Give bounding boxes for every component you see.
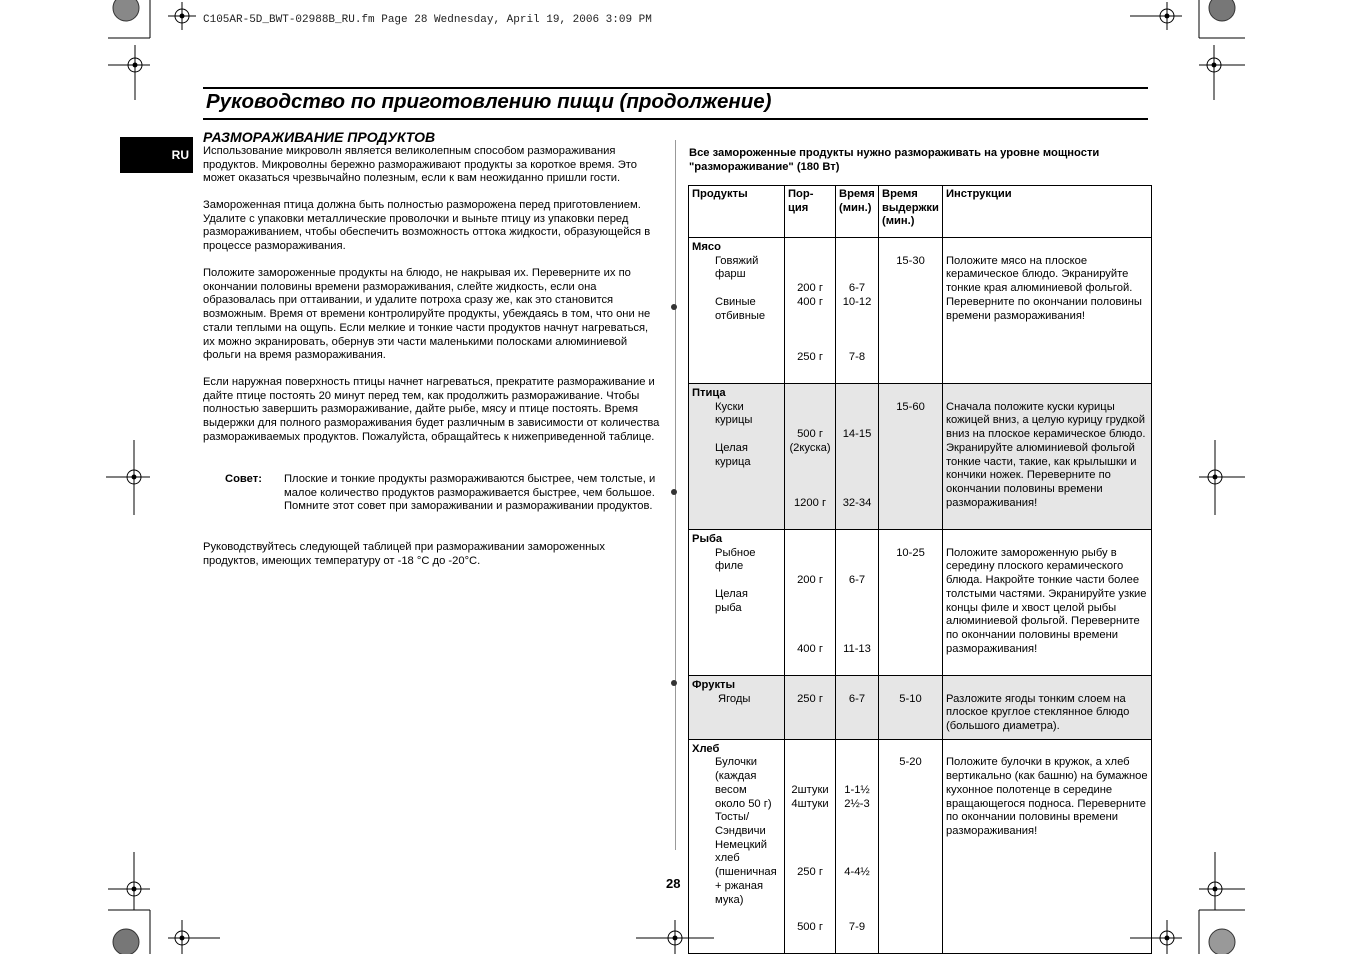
- table-row: [689, 238, 1152, 384]
- category-label: Мясо: [692, 241, 721, 253]
- title-rule-bottom: [203, 118, 1148, 120]
- table-row: [689, 675, 1152, 739]
- instructions-cell: [943, 384, 1152, 530]
- language-tab-label: RU: [171, 148, 189, 162]
- header-time: Время (мин.): [836, 186, 879, 238]
- instructions-text: Положите булочки в кружок, а хлеб вертикально (как башню) на бумажное кухонное полотенце в середине вращающегося подноса. Переверните по окончании половины времени размораживания!: [946, 756, 1148, 837]
- portion-cell: [785, 675, 836, 739]
- title-rule-top: [203, 87, 1148, 89]
- column-divider: [675, 140, 676, 850]
- bullet-dot: [671, 489, 677, 495]
- portion-value: 250 г: [797, 692, 823, 705]
- time-value: 7-8: [848, 350, 866, 363]
- product-item: Целая курица: [715, 441, 751, 468]
- time-value: 1-1½ 2½-3: [844, 783, 870, 810]
- instructions-cell: [943, 675, 1152, 739]
- category-label: Рыба: [692, 533, 723, 545]
- standing-time-cell: [879, 739, 943, 953]
- time-value: 4-4½: [844, 866, 870, 879]
- instructions-text: Положите замороженную рыбу в середину плоского керамического блюда. Накройте тонкие части более толстыми частями. Экранируйте узкие концы филе и хвост целой рыбы алюминиевой фольгой. Переверните по окончании половины времени размораживания!: [946, 546, 1147, 655]
- page-number: 28: [666, 876, 681, 891]
- portion-value: 250 г: [797, 350, 823, 363]
- products-cell: [689, 384, 785, 530]
- time-value: 6-7: [848, 692, 866, 705]
- product-item: Рыбное филе: [715, 546, 756, 573]
- time-cell: [836, 739, 879, 953]
- bullet-dot: [671, 680, 677, 686]
- time-value: 6-7: [848, 574, 866, 587]
- products-cell: [689, 238, 785, 384]
- product-item: Целая рыба: [715, 587, 748, 614]
- instructions-cell: [943, 739, 1152, 953]
- portion-cell: [785, 739, 836, 953]
- product-item: Куски курицы: [715, 400, 753, 427]
- paragraph-intro: Использование микроволн является великолепным способом размораживания продуктов. Микроволны бережно размораживают продукты за короткое время. Это может оказаться чрезвычайно полезным, если к вам неожиданно пришли гости.: [203, 145, 637, 185]
- instructions-text: Разложите ягоды тонким слоем на плоское круглое стеклянное блюдо (большого диаметра).: [946, 692, 1130, 733]
- standing-time-cell: [879, 530, 943, 676]
- table-row: [689, 530, 1152, 676]
- file-header-line: C105AR-5D_BWT-02988B_RU.fm Page 28 Wednesday, April 19, 2006 3:09 PM: [203, 14, 652, 26]
- time-value: 11-13: [843, 642, 871, 655]
- header-products: Продукты: [689, 186, 785, 238]
- standing-time-value: 10-25: [896, 546, 925, 559]
- header-portion: Пор- ция: [785, 186, 836, 238]
- product-item: Ягоды: [718, 692, 751, 705]
- category-label: Хлеб: [692, 742, 720, 755]
- time-value: 32-34: [842, 496, 872, 509]
- time-cell: [836, 384, 879, 530]
- portion-cell: [785, 238, 836, 384]
- time-cell: [836, 238, 879, 384]
- product-item: Свиные отбивные: [715, 295, 766, 322]
- page-title: Руководство по приготовлению пищи (продолжение): [206, 90, 772, 113]
- product-item: Говяжий фарш: [715, 254, 759, 281]
- tip-text: Плоские и тонкие продукты размораживаются быстрее, чем толстые, и малое количество продуктов размораживается быстрее, чем большое. Помните этот совет при замораживании и размораживании продуктов.: [284, 473, 656, 513]
- section-title: РАЗМОРАЖИВАНИЕ ПРОДУКТОВ: [203, 129, 436, 145]
- time-value: 6-7 10-12: [842, 282, 872, 308]
- table-header-row: [689, 186, 1152, 238]
- time-cell: [836, 530, 879, 676]
- category-label: Птица: [692, 387, 726, 399]
- portion-value: 200 г: [797, 574, 823, 587]
- portion-value: 500 г: [797, 920, 823, 933]
- table-row: [689, 739, 1152, 953]
- time-cell: [836, 675, 879, 739]
- portion-value: 500 г (2куска): [789, 428, 831, 454]
- products-cell: [689, 530, 785, 676]
- paragraph-surface-heating: Если наружная поверхность птицы начнет нагреваться, прекратите размораживание и дайте птице постоять 20 минут перед тем, как продолжить размораживание. Чтобы полностью завершить размораживание, дайте рыбе, мясу и птице постоять. Время выдержки для полного размораживания будет различным в зависимости от количества размораживаемых продуктов. Пожалуйста, обращайтесь к нижеприведенной таблице.: [203, 376, 660, 443]
- time-value: 7-9: [848, 920, 866, 933]
- paragraph-poultry: Замороженная птица должна быть полностью разморожена перед приготовлением. Удалите с упаковки металлические проволочки и выньте птицу из упаковки перед размораживанием, чтобы обеспечить возможность оттока жидкости, образующейся в процессе размораживания.: [203, 199, 651, 253]
- product-item: Немецкий хлеб (пшеничная + ржаная мука): [715, 838, 777, 906]
- instructions-cell: [943, 238, 1152, 384]
- portion-value: 200 г 400 г: [797, 282, 823, 308]
- language-tab: [120, 137, 193, 173]
- standing-time-value: 5-10: [899, 692, 922, 705]
- table-row: [689, 384, 1152, 530]
- category-label: Фрукты: [692, 678, 736, 691]
- header-standing-time: Время выдержки (мин.): [879, 186, 943, 238]
- product-item: Тосты/ Сэндвичи: [715, 811, 766, 837]
- product-item: Булочки (каждая весом около 50 г): [715, 756, 772, 810]
- products-cell: [689, 739, 785, 953]
- portion-value: 1200 г: [793, 496, 827, 509]
- standing-time-value: 5-20: [899, 756, 922, 769]
- standing-time-cell: [879, 384, 943, 530]
- instructions-text: Сначала положите куски курицы кожицей вниз, а целую курицу грудкой вниз на плоское керамическое блюдо. Экранируйте алюминиевой фольгой тонкие части, такие, как крылышки и кончики ножек. Переверните по окончании половины времени размораживания!: [946, 400, 1146, 509]
- portion-cell: [785, 384, 836, 530]
- instructions-cell: [943, 530, 1152, 676]
- standing-time-value: 15-60: [896, 400, 925, 413]
- time-value: 14-15: [842, 428, 872, 441]
- portion-value: 250 г: [797, 866, 823, 879]
- paragraph-table-reference: Руководствуйтесь следующей таблицей при размораживании замороженных продуктов, имеющих температуру от -18 °C до -20°C.: [203, 541, 605, 567]
- portion-cell: [785, 530, 836, 676]
- standing-time-cell: [879, 238, 943, 384]
- instructions-text: Положите мясо на плоское керамическое блюдо. Экранируйте тонкие края алюминиевой фольгой. Переверните по окончании половины времени размораживания!: [946, 254, 1142, 322]
- products-cell: [689, 675, 785, 739]
- bullet-dot: [671, 304, 677, 310]
- header-instructions: Инструкции: [943, 186, 1152, 238]
- portion-value: 2штуки 4штуки: [791, 783, 829, 810]
- standing-time-cell: [879, 675, 943, 739]
- standing-time-value: 15-30: [896, 254, 925, 267]
- defrost-table: [688, 185, 1152, 954]
- portion-value: 400 г: [797, 642, 823, 655]
- defrost-power-note: Все замороженные продукты нужно размораживать на уровне мощности "размораживание" (180 Вт): [689, 147, 1100, 173]
- tip-label: Совет:: [225, 473, 262, 485]
- paragraph-procedure: Положите замороженные продукты на блюдо, не накрывая их. Переверните их по окончании половины времени размораживания, слейте жидкость, если она образовалась при оттаивании, и удалите потроха сразу же, как это становится возможным. Время от времени контролируйте продукты, убеждаясь в том, что они не стали теплыми на ощупь. Если мелкие и тонкие части продуктов начнут нагреваться, их можно экранировать, обернув эти части маленькими полосками алюминиевой фольги на время размораживания.: [203, 267, 651, 362]
